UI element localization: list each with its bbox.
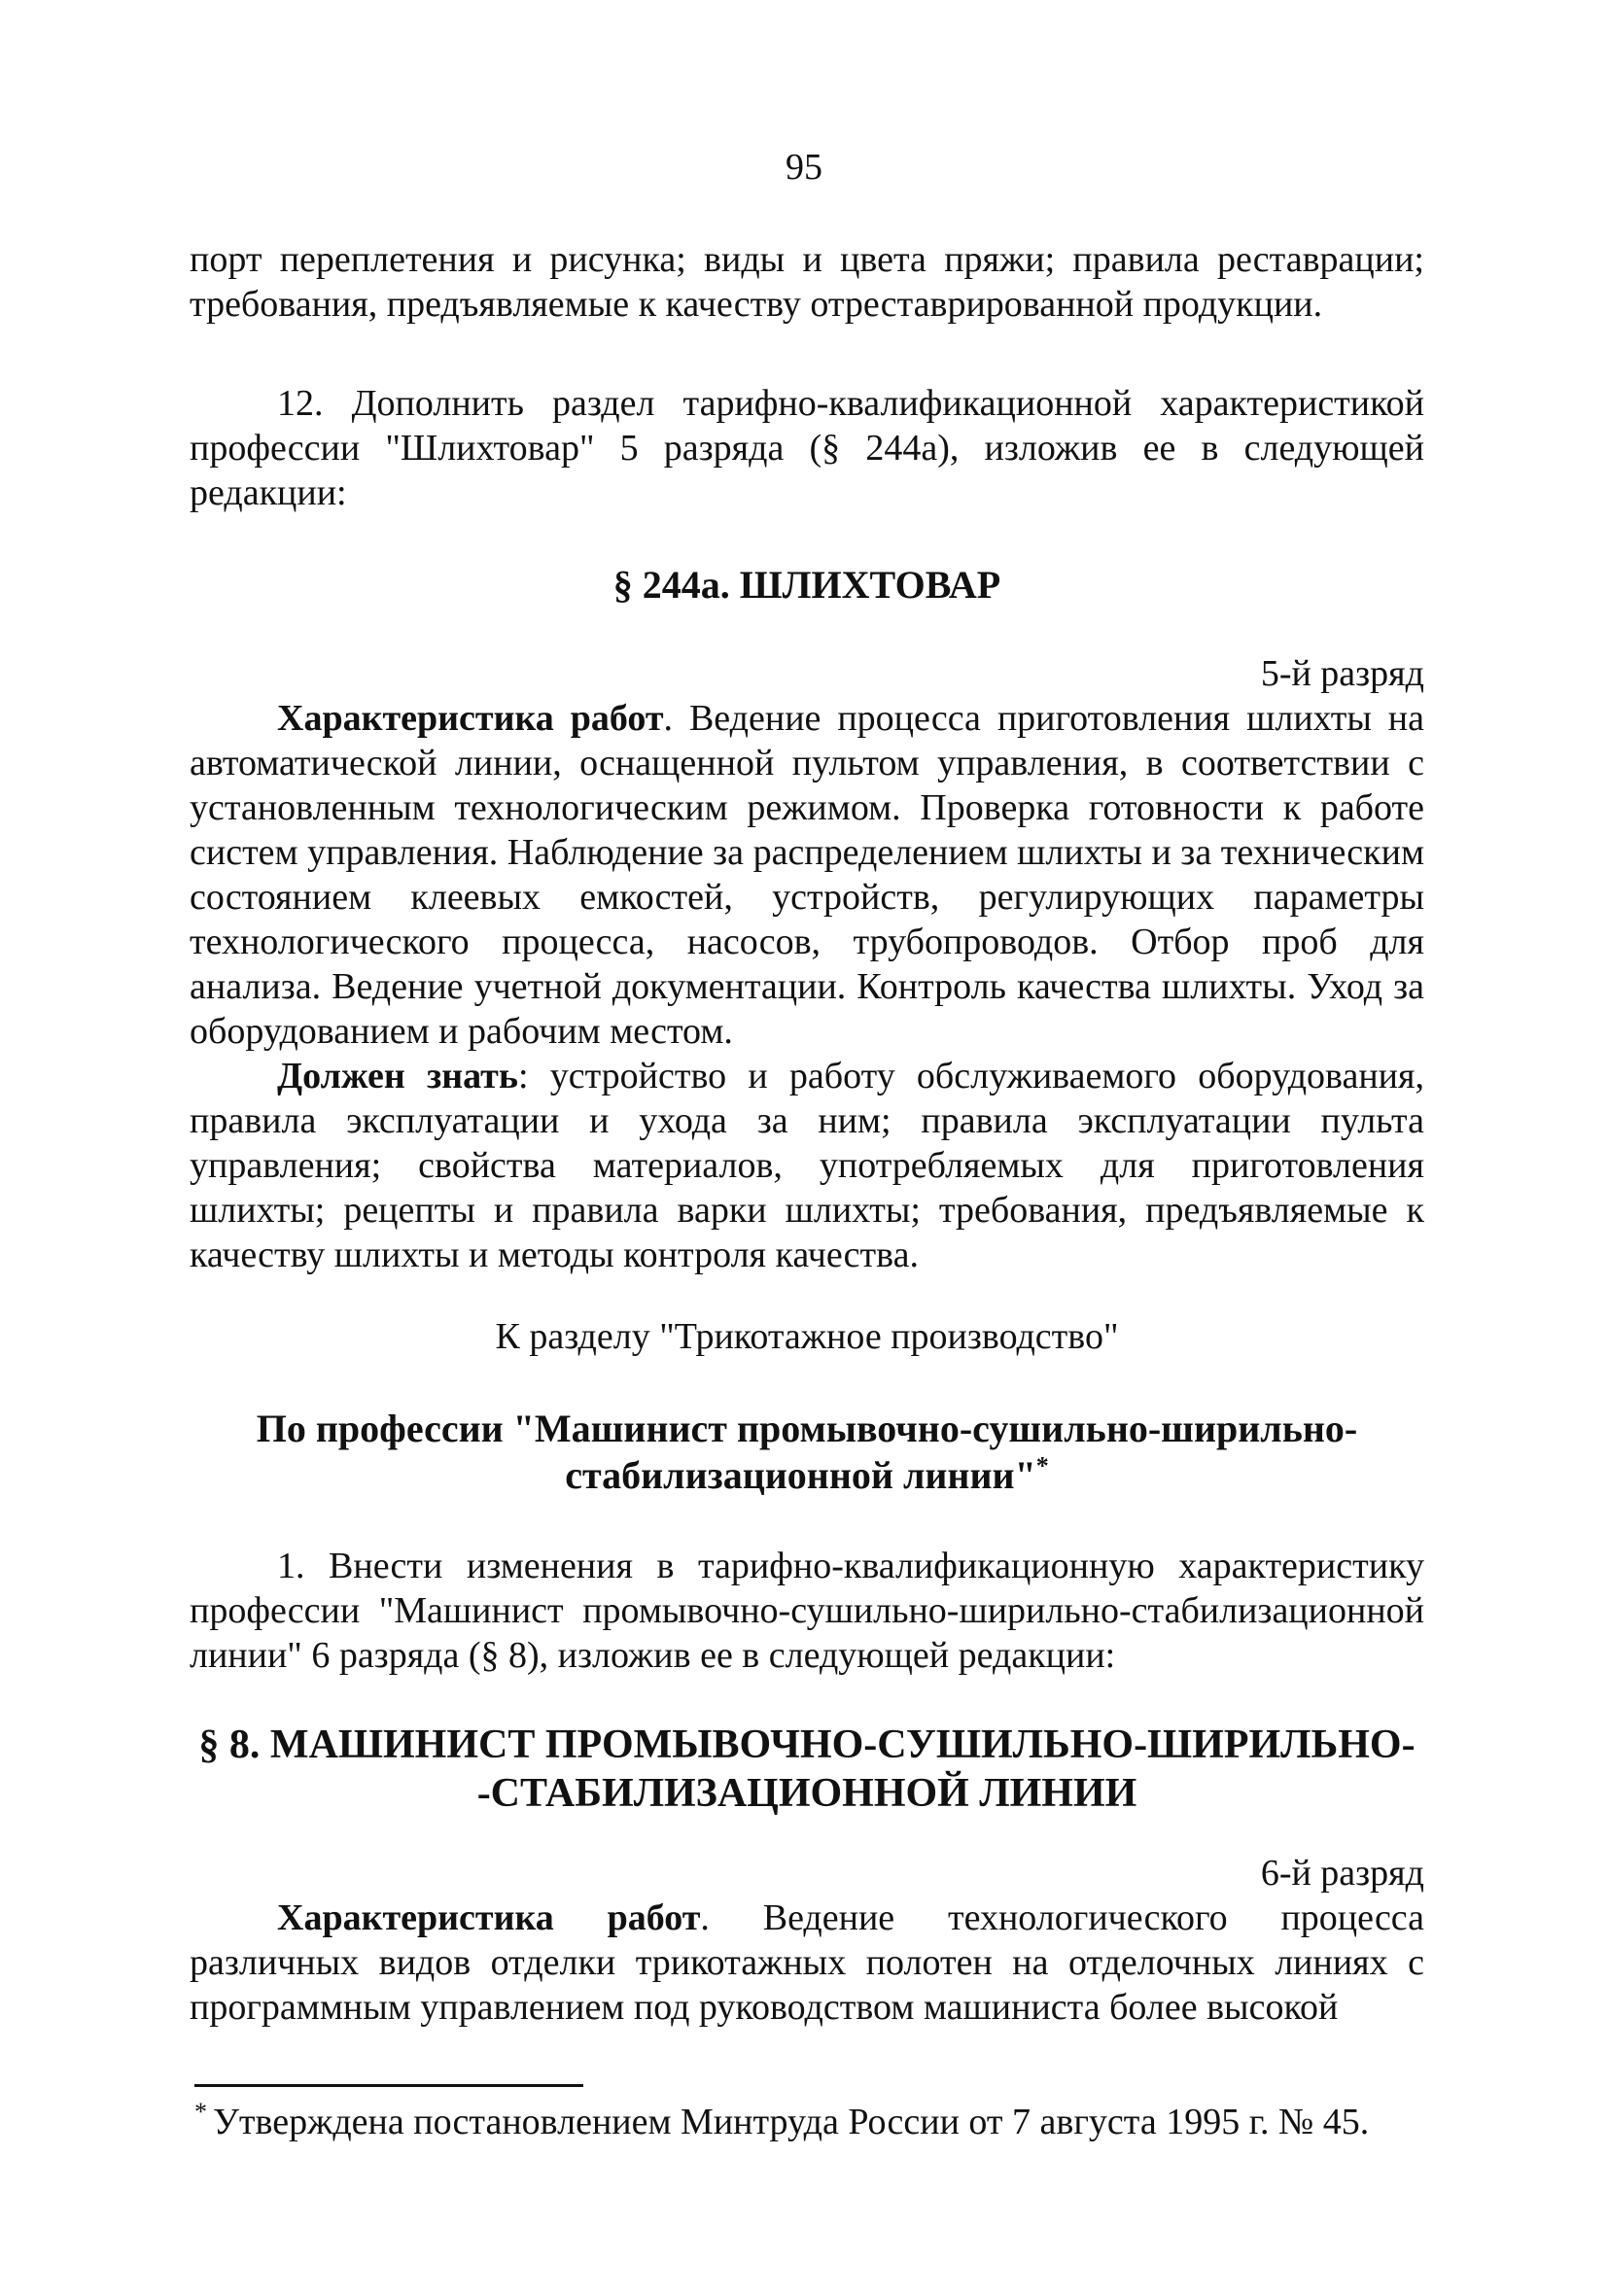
- knitting-profession-line1: По профессии "Машинист промывочно-сушильно-ширильно-: [256, 1407, 1358, 1450]
- footnote-mark: *: [194, 2098, 207, 2127]
- footnote: [194, 2100, 1458, 2144]
- section-244a-grade: 5-й разряд: [1260, 653, 1424, 694]
- section-8-title-line1: § 8. МАШИНИСТ ПРОМЫВОЧНО-СУШИЛЬНО-ШИРИЛЬНО-: [198, 1722, 1416, 1767]
- intro-continuation-paragraph: [190, 237, 1424, 327]
- knitting-item-1-text: 1. Внести изменения в тарифно-квалификационную характеристику профессии "Машинист промывочно-сушильно-ширильно-стабилизационной линии" 6 разряда (§ 8), изложив ее в следующей редакции:: [190, 1546, 1424, 1676]
- section-244a-work-label: Характеристика работ: [277, 698, 664, 739]
- knitting-item-1-paragraph: [190, 1544, 1424, 1678]
- section-8-grade: 6-й разряд: [1260, 1853, 1424, 1894]
- section-244a-know-label: Должен знать: [277, 1056, 518, 1096]
- section-8-title-line2: -СТАБИЛИЗАЦИОННОЙ ЛИНИИ: [476, 1771, 1137, 1816]
- section-244a-work-text: . Ведение процесса приготовления шлихты на автоматической линии, оснащенной пультом управления, в соответствии с установленным технологическим режимом. Проверка готовности к работе систем управления. Наблюдение за распределением шлихты и за техническим состоянием клеевых емкостей, устройств, регулирующих параметры технологического процесса, насосов, трубопроводов. Отбор проб для анализа. Ведение учетной документации. Контроль качества шлихты. Уход за оборудованием и рабочим местом.: [190, 698, 1424, 1052]
- section-8-work-label: Характеристика работ: [277, 1897, 701, 1938]
- item-12-text: 12. Дополнить раздел тарифно-квалификационной характеристикой профессии "Шлихтовар" 5 разряда (§ 244а), изложив ее в следующей редакции:: [190, 383, 1424, 513]
- knitting-profession-heading: [190, 1406, 1424, 1499]
- section-244a-title: § 244а. ШЛИХТОВАР: [612, 563, 1001, 607]
- section-244a-know-text: : устройство и работу обслуживаемого оборудования, правила эксплуатации и ухода за ним; правила эксплуатации пульта управления; свойства материалов, употребляемых для приготовления шлихты; рецепты и правила варки шлихты; требования, предъявляемые к качеству шлихты и методы контроля качества.: [190, 1056, 1424, 1275]
- section-244a-body: [190, 651, 1424, 1277]
- footnote-text: Утверждена постановлением Минтруда России от 7 августа 1995 г. № 45.: [213, 2102, 1370, 2142]
- knitting-profession-line2-text: стабилизационной линии": [565, 1453, 1036, 1497]
- section-8-work-paragraph: [190, 1896, 1424, 2030]
- page-number: 95: [786, 147, 822, 188]
- section-8-body: [190, 1851, 1424, 2030]
- item-12-paragraph: [190, 381, 1424, 515]
- section-8-title: [190, 1721, 1424, 1818]
- footnote-divider: [194, 2084, 583, 2087]
- footnote-reference-mark: *: [1035, 1451, 1049, 1480]
- intro-continuation-text: порт переплетения и рисунка; виды и цвета пряжи; правила реставрации; требования, предъявляемые к качеству отреставрированной продукции.: [190, 239, 1424, 325]
- knitting-section-title: К разделу "Трикотажное производство": [495, 1316, 1119, 1357]
- section-244a-know-paragraph: [190, 1054, 1424, 1277]
- section-8-work-text: . Ведение технологического процесса различных видов отделки трикотажных полотен на отделочных линиях с программным управлением под руководством машиниста более высокой: [190, 1897, 1425, 2028]
- knitting-profession-line2: [190, 1452, 1424, 1499]
- section-244a-work-paragraph: [190, 696, 1424, 1054]
